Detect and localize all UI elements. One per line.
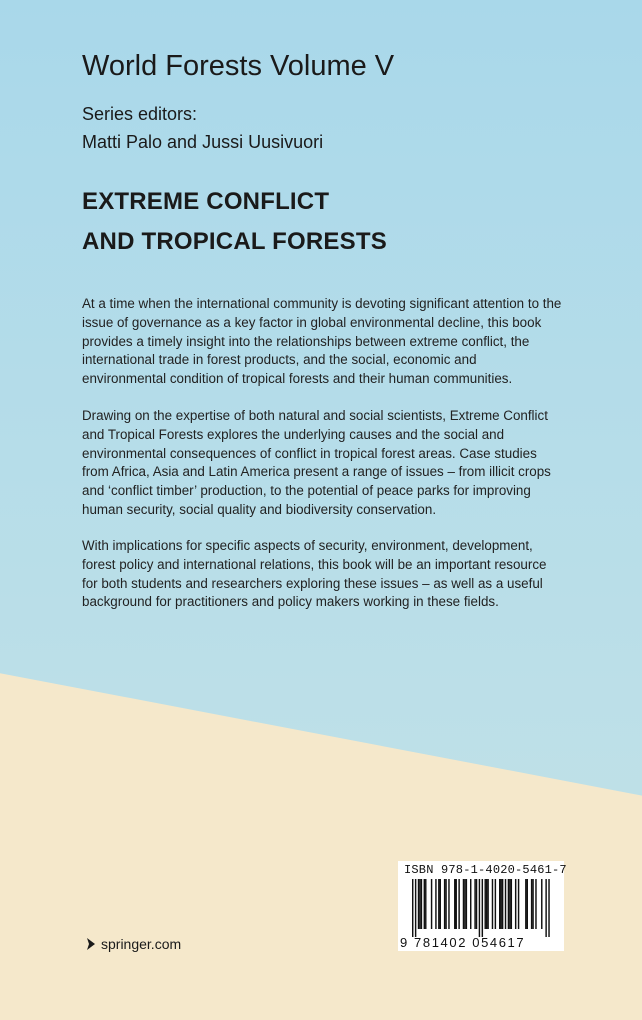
barcode-bar — [424, 879, 425, 929]
barcode-bar — [500, 879, 501, 929]
barcode-bar — [415, 879, 416, 937]
publisher-link[interactable] — [86, 936, 181, 952]
book-title-line-1: EXTREME CONFLICT — [82, 188, 330, 215]
barcode-bar — [412, 879, 413, 937]
blurb-paragraph-3: With implications for specific aspects of security, environment, development, forest policy and international relations, this book will be an important resource for both students and researchers exploring these issues – as well as a useful background for practitioners and policy makers working in these fields. — [82, 538, 547, 610]
barcode-bar — [448, 879, 449, 929]
barcode-bar — [499, 879, 500, 929]
barcode-bar — [518, 879, 519, 929]
series-editors-label: Series editors: — [82, 104, 198, 124]
barcode-digits: 9 781402 054617 — [400, 935, 526, 950]
isbn-barcode — [398, 861, 567, 951]
series-editors-names: Matti Palo and Jussi Uusivuori — [82, 132, 324, 152]
barcode-bar — [492, 879, 493, 929]
barcode-bar — [445, 879, 446, 929]
barcode-bar — [419, 879, 420, 929]
book-title-line-2: AND TROPICAL FORESTS — [82, 228, 387, 255]
barcode-bar — [431, 879, 432, 929]
barcode-bar — [541, 879, 542, 929]
barcode-bar — [486, 879, 487, 929]
barcode-bar — [535, 879, 536, 929]
barcode-bar — [464, 879, 465, 929]
barcode-bar — [435, 879, 436, 929]
publisher-url: springer.com — [101, 936, 182, 952]
barcode-bar — [463, 879, 464, 929]
barcode-bar — [418, 879, 419, 929]
barcode-bar — [525, 879, 526, 929]
barcode-bar — [474, 879, 475, 929]
barcode-bar — [425, 879, 426, 929]
barcode-bar — [470, 879, 471, 929]
chevron-right-icon — [86, 937, 96, 951]
barcode-bar — [527, 879, 528, 929]
barcode-bar — [482, 879, 483, 937]
barcode-bar — [548, 879, 549, 937]
barcode-bar — [479, 879, 480, 937]
book-title — [82, 182, 512, 262]
barcode-image — [402, 879, 560, 937]
barcode-bar — [531, 879, 532, 929]
barcode-bar — [440, 879, 441, 929]
barcode-bar — [444, 879, 445, 929]
barcode-bar — [487, 879, 488, 929]
barcode-bar — [485, 879, 486, 929]
barcode-bar — [495, 879, 496, 929]
barcode-bar — [456, 879, 457, 929]
barcode-bar — [509, 879, 510, 929]
barcode-bar — [421, 879, 422, 929]
barcode-bar — [454, 879, 455, 929]
barcode-bar — [438, 879, 439, 929]
blurb-paragraph-1: At a time when the international community is devoting significant attention to the issue of governance as a key factor in global environmental decline, this book provides a timely insight into the relationships between extreme conflict, the international trade in forest products, and the social, economic and environmental condition of tropical forests and their human communities. — [82, 296, 562, 387]
barcode-bar — [458, 879, 459, 929]
barcode-bar — [502, 879, 503, 929]
isbn-label: ISBN 978-1-4020-5461-7 — [404, 863, 567, 877]
barcode-bar — [511, 879, 512, 929]
barcode-bar — [508, 879, 509, 929]
barcode-bar — [545, 879, 546, 937]
barcode-bar — [532, 879, 533, 929]
series-title: World Forests Volume V — [82, 50, 395, 82]
barcode-bar — [515, 879, 516, 929]
barcode-bar — [466, 879, 467, 929]
barcode-bar — [476, 879, 477, 929]
barcode-bar — [505, 879, 506, 929]
blurb-paragraph-2: Drawing on the expertise of both natural and social scientists, Extreme Conflict and Tropical Forests explores the underlying causes and the social and environmental consequences of conflict in tropical forest areas. Case studies from Africa, Asia and Latin America present a range of issues – from illicit crops and ‘conflict timber’ production, to the potential of peace parks for improving human security, social quality and biodiversity conservation. — [82, 408, 551, 517]
